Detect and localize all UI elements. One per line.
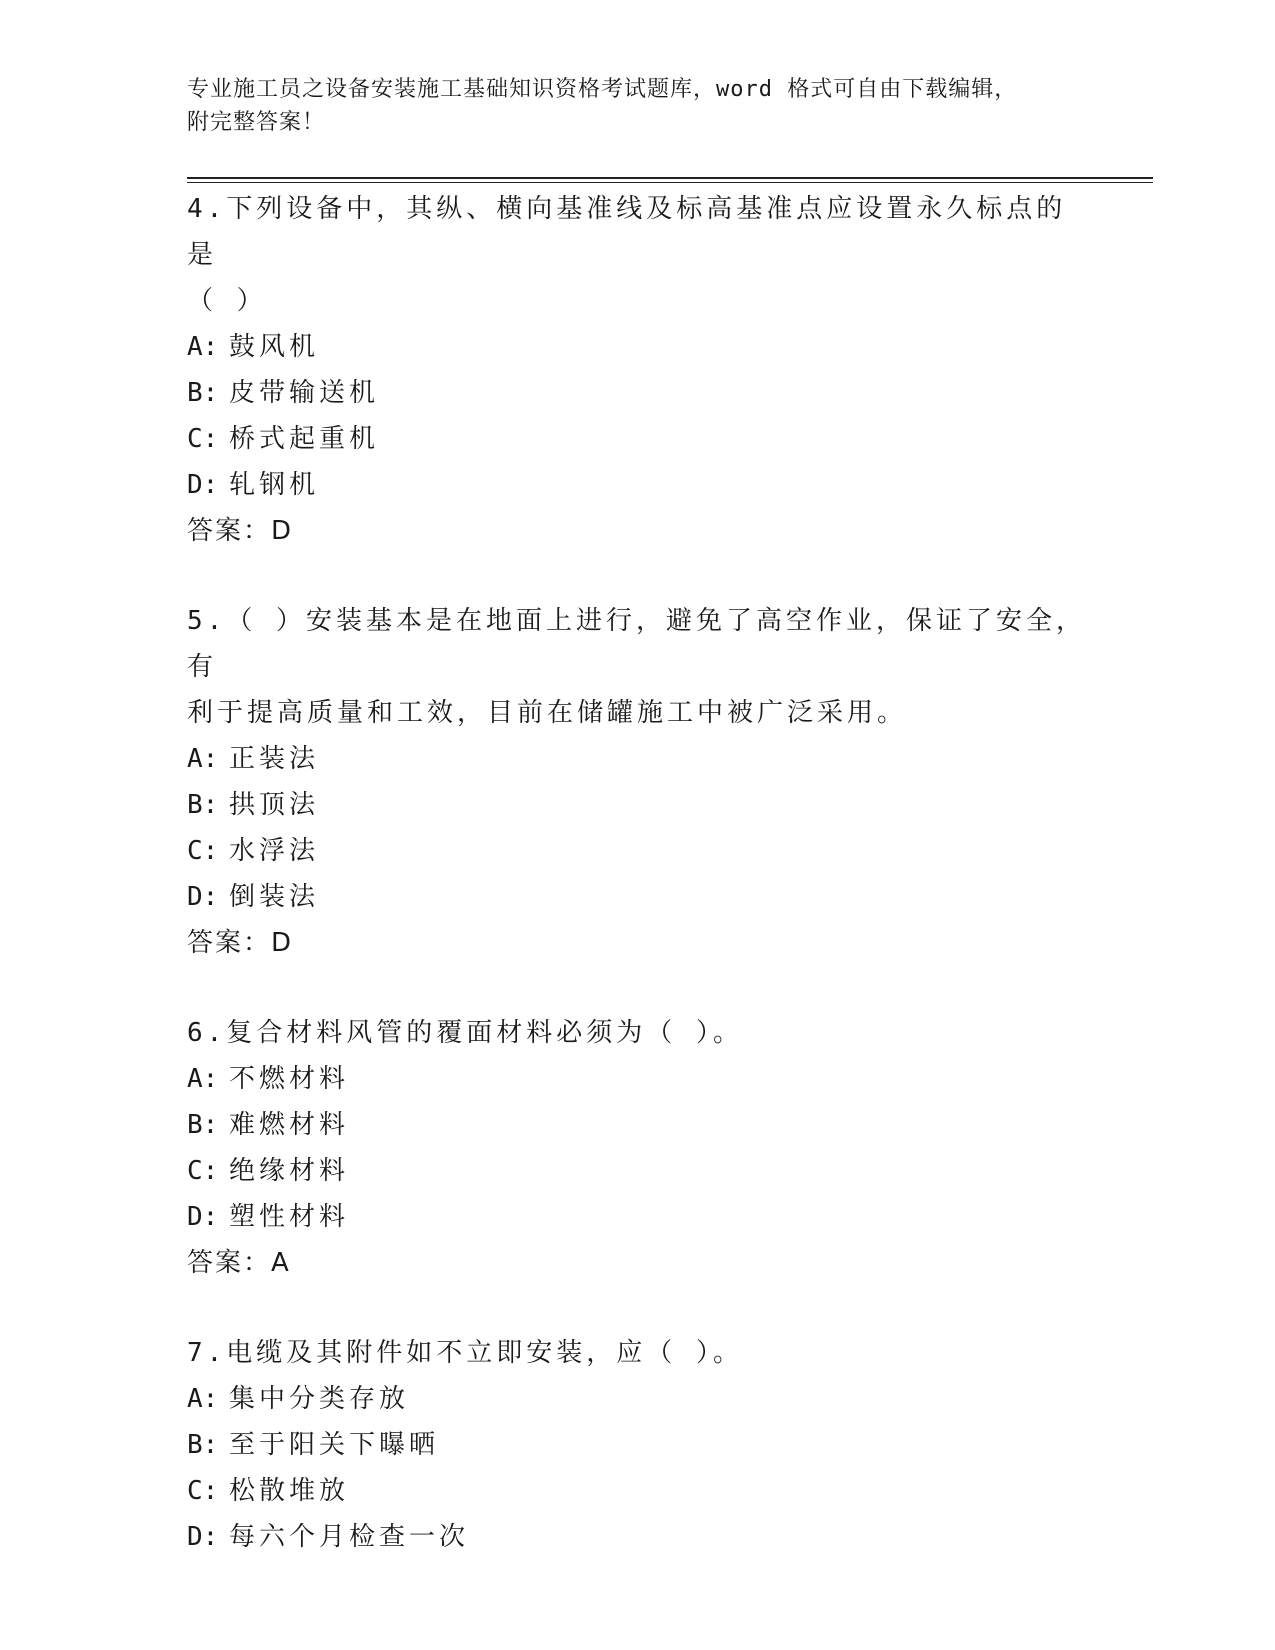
option-c bbox=[187, 828, 1087, 874]
option-text: 拱顶法 bbox=[229, 790, 320, 820]
option-text: 绝缘材料 bbox=[229, 1156, 350, 1186]
option-a bbox=[187, 324, 1087, 370]
question-4 bbox=[187, 186, 1087, 554]
question-stem-line-1: 7.电缆及其附件如不立即安装，应（ ）。 bbox=[187, 1338, 743, 1368]
question-stem-line-1: 6.复合材料风管的覆面材料必须为（ ）。 bbox=[187, 1018, 743, 1048]
answer-line: 答案：D bbox=[187, 516, 294, 546]
option-text: 至于阳关下曝晒 bbox=[229, 1430, 440, 1460]
option-letter: D: bbox=[187, 1522, 219, 1552]
option-b bbox=[187, 1102, 1087, 1148]
option-b bbox=[187, 782, 1087, 828]
option-a bbox=[187, 1056, 1087, 1102]
option-letter: B: bbox=[187, 790, 219, 820]
option-text: 难燃材料 bbox=[229, 1110, 350, 1140]
option-d bbox=[187, 1194, 1087, 1240]
option-letter: B: bbox=[187, 1430, 219, 1460]
option-d bbox=[187, 1514, 1087, 1560]
option-text: 每六个月检查一次 bbox=[229, 1522, 470, 1552]
document-header bbox=[187, 73, 1087, 139]
header-divider-thin bbox=[187, 182, 1153, 183]
question-stem-line-1: 4.下列设备中，其纵、横向基准线及标高基准点应设置永久标点的是 bbox=[187, 194, 1067, 270]
option-letter: A: bbox=[187, 332, 219, 362]
option-b bbox=[187, 370, 1087, 416]
question-7 bbox=[187, 1330, 1087, 1560]
header-line-1: 专业施工员之设备安装施工基础知识资格考试题库，word 格式可自由下载编辑， bbox=[187, 77, 1018, 102]
header-divider-thick bbox=[187, 177, 1153, 179]
question-6 bbox=[187, 1010, 1087, 1286]
option-c bbox=[187, 416, 1087, 462]
option-letter: A: bbox=[187, 1064, 219, 1094]
question-5 bbox=[187, 598, 1087, 966]
option-d bbox=[187, 874, 1087, 920]
option-text: 正装法 bbox=[229, 744, 320, 774]
option-letter: D: bbox=[187, 882, 219, 912]
option-letter: B: bbox=[187, 1110, 219, 1140]
option-c bbox=[187, 1468, 1087, 1514]
option-letter: C: bbox=[187, 1476, 219, 1506]
header-line-2: 附完整答案！ bbox=[187, 110, 326, 135]
option-text: 松散堆放 bbox=[229, 1476, 350, 1506]
option-letter: C: bbox=[187, 1156, 219, 1186]
option-text: 倒装法 bbox=[229, 882, 320, 912]
option-text: 集中分类存放 bbox=[229, 1384, 410, 1414]
answer-line: 答案：D bbox=[187, 928, 294, 958]
question-stem-line-2: （ ） bbox=[187, 286, 267, 316]
option-b bbox=[187, 1422, 1087, 1468]
option-letter: D: bbox=[187, 1202, 219, 1232]
option-text: 不燃材料 bbox=[229, 1064, 350, 1094]
option-letter: C: bbox=[187, 424, 219, 454]
option-a bbox=[187, 736, 1087, 782]
option-text: 水浮法 bbox=[229, 836, 320, 866]
option-text: 塑性材料 bbox=[229, 1202, 350, 1232]
question-stem-line-1: 5.（ ）安装基本是在地面上进行，避免了高空作业，保证了安全，有 bbox=[187, 606, 1086, 682]
option-text: 皮带输送机 bbox=[229, 378, 380, 408]
option-text: 轧钢机 bbox=[229, 470, 320, 500]
question-stem-line-2: 利于提高质量和工效，目前在储罐施工中被广泛采用。 bbox=[187, 698, 908, 728]
option-letter: D: bbox=[187, 470, 219, 500]
question-list bbox=[187, 186, 1087, 1604]
option-text: 桥式起重机 bbox=[229, 424, 380, 454]
option-letter: C: bbox=[187, 836, 219, 866]
option-a bbox=[187, 1376, 1087, 1422]
option-c bbox=[187, 1148, 1087, 1194]
answer-line: 答案：A bbox=[187, 1248, 291, 1278]
option-letter: B: bbox=[187, 378, 219, 408]
option-text: 鼓风机 bbox=[229, 332, 320, 362]
option-d bbox=[187, 462, 1087, 508]
option-letter: A: bbox=[187, 744, 219, 774]
option-letter: A: bbox=[187, 1384, 219, 1414]
